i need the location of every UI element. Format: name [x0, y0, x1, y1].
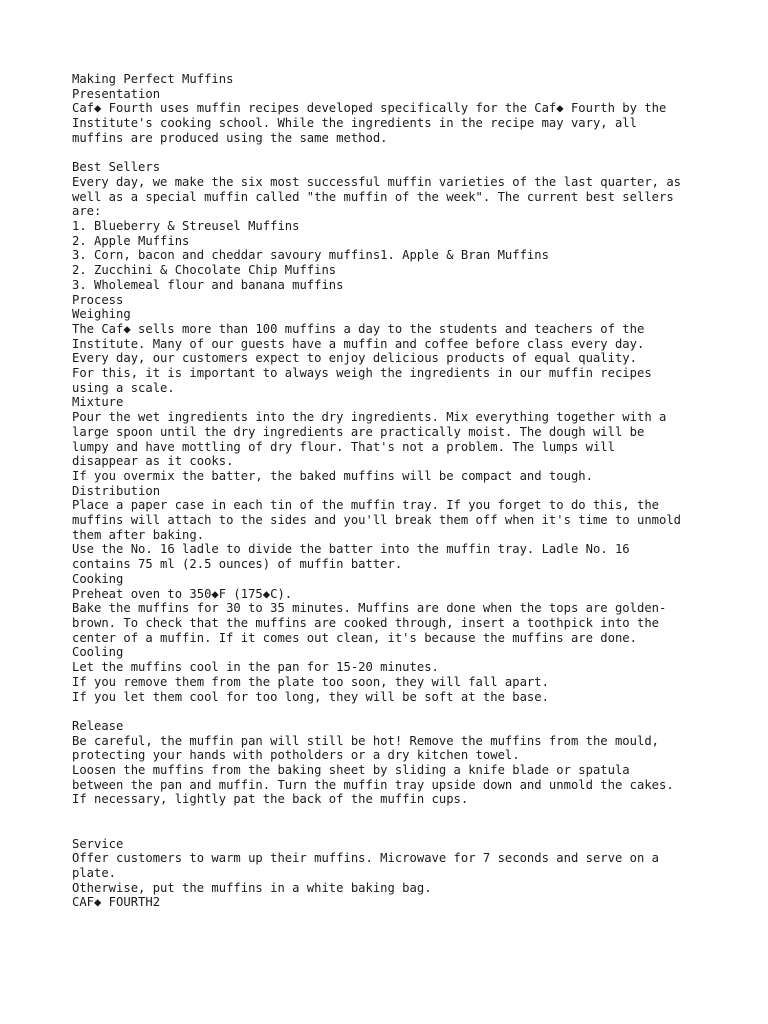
- text-line: Every day, we make the six most successful muffin varieties of the last quarter, as: [72, 174, 682, 189]
- text-line: Every day, our customers expect to enjoy delicious products of equal quality.: [72, 351, 637, 366]
- text-line: 2. Zucchini & Chocolate Chip Muffins: [72, 263, 337, 278]
- text-line: disappear as it cooks.: [72, 454, 234, 469]
- text-line: Use the No. 16 ladle to divide the batter into the muffin tray. Ladle No. 16: [72, 542, 630, 557]
- blank-line: [72, 822, 712, 837]
- text-line: Otherwise, put the muffins in a white baking bag.: [72, 880, 432, 895]
- text-line: CAF◆ FOURTH2: [72, 895, 161, 910]
- text-line: If you let them cool for too long, they will be soft at the base.: [72, 689, 549, 704]
- text-line: Mixture: [72, 395, 124, 410]
- text-line: protecting your hands with potholders or a dry kitchen towel.: [72, 748, 520, 763]
- text-line: 3. Wholemeal flour and banana muffins: [72, 277, 344, 292]
- text-line: Cooking: [72, 571, 124, 586]
- text-line: Process: [72, 292, 124, 307]
- text-line: them after baking.: [72, 527, 205, 542]
- blank-line: [72, 807, 712, 822]
- text-line: plate.: [72, 865, 117, 880]
- text-line: Place a paper case in each tin of the muffin tray. If you forget to do this, the: [72, 498, 659, 513]
- text-line: large spoon until the dry ingredients are practically moist. The dough will be: [72, 424, 645, 439]
- text-line: 2. Apple Muffins: [72, 233, 190, 248]
- text-line: muffins are produced using the same method.: [72, 130, 388, 145]
- text-line: Service: [72, 836, 124, 851]
- text-line: Presentation: [72, 86, 161, 101]
- text-line: lumpy and have mottling of dry flour. That's not a problem. The lumps will: [72, 439, 615, 454]
- text-line: Cooling: [72, 645, 124, 660]
- text-line: Release: [72, 718, 124, 733]
- text-line: Institute's cooking school. While the ingredients in the recipe may vary, all: [72, 116, 637, 131]
- text-line: Offer customers to warm up their muffins. Microwave for 7 seconds and serve on a: [72, 851, 659, 866]
- document-body: [72, 72, 712, 910]
- text-line: 3. Corn, bacon and cheddar savoury muffins1. Apple & Bran Muffins: [72, 248, 549, 263]
- text-line: Best Sellers: [72, 160, 161, 175]
- text-line: brown. To check that the muffins are cooked through, insert a toothpick into the: [72, 616, 659, 630]
- text-line: well as a special muffin called "the muffin of the week". The current best sellers: [72, 189, 674, 204]
- text-line: Caf◆ Fourth uses muffin recipes developed specifically for the Caf◆ Fourth by the: [72, 101, 667, 116]
- text-line: are:: [72, 204, 102, 219]
- text-line: Loosen the muffins from the baking sheet by sliding a knife blade or spatula: [72, 763, 630, 778]
- text-line: Institute. Many of our guests have a muffin and coffee before class every day.: [72, 336, 645, 351]
- text-line: The Caf◆ sells more than 100 muffins a day to the students and teachers of the: [72, 321, 645, 336]
- blank-line: [72, 704, 712, 719]
- text-line: Weighing: [72, 307, 131, 322]
- text-line: contains 75 ml (2.5 ounces) of muffin batter.: [72, 557, 403, 572]
- text-line: Bake the muffins for 30 to 35 minutes. Muffins are done when the tops are golden-: [72, 601, 667, 616]
- text-line: If you overmix the batter, the baked muffins will be compact and tough.: [72, 468, 593, 483]
- text-line: between the pan and muffin. Turn the muffin tray upside down and unmold the cakes.: [72, 777, 674, 792]
- blank-line: [72, 146, 712, 161]
- text-line: If you remove them from the plate too soon, they will fall apart.: [72, 674, 549, 689]
- text-line: Making Perfect Muffins: [72, 72, 234, 86]
- text-line: 1. Blueberry & Streusel Muffins: [72, 219, 300, 234]
- text-line: muffins will attach to the sides and you'll break them off when it's time to unmold: [72, 513, 682, 528]
- text-line: center of a muffin. If it comes out clean, it's because the muffins are done.: [72, 630, 637, 645]
- text-line: Pour the wet ingredients into the dry ingredients. Mix everything together with a: [72, 410, 667, 425]
- text-line: Be careful, the muffin pan will still be hot! Remove the muffins from the mould,: [72, 733, 659, 748]
- text-line: Preheat oven to 350◆F (175◆C).: [72, 586, 293, 601]
- text-line: using a scale.: [72, 380, 175, 395]
- text-line: Let the muffins cool in the pan for 15-20 minutes.: [72, 660, 439, 675]
- text-line: If necessary, lightly pat the back of the muffin cups.: [72, 792, 469, 807]
- text-line: Distribution: [72, 483, 161, 498]
- text-line: For this, it is important to always weigh the ingredients in our muffin recipes: [72, 366, 652, 381]
